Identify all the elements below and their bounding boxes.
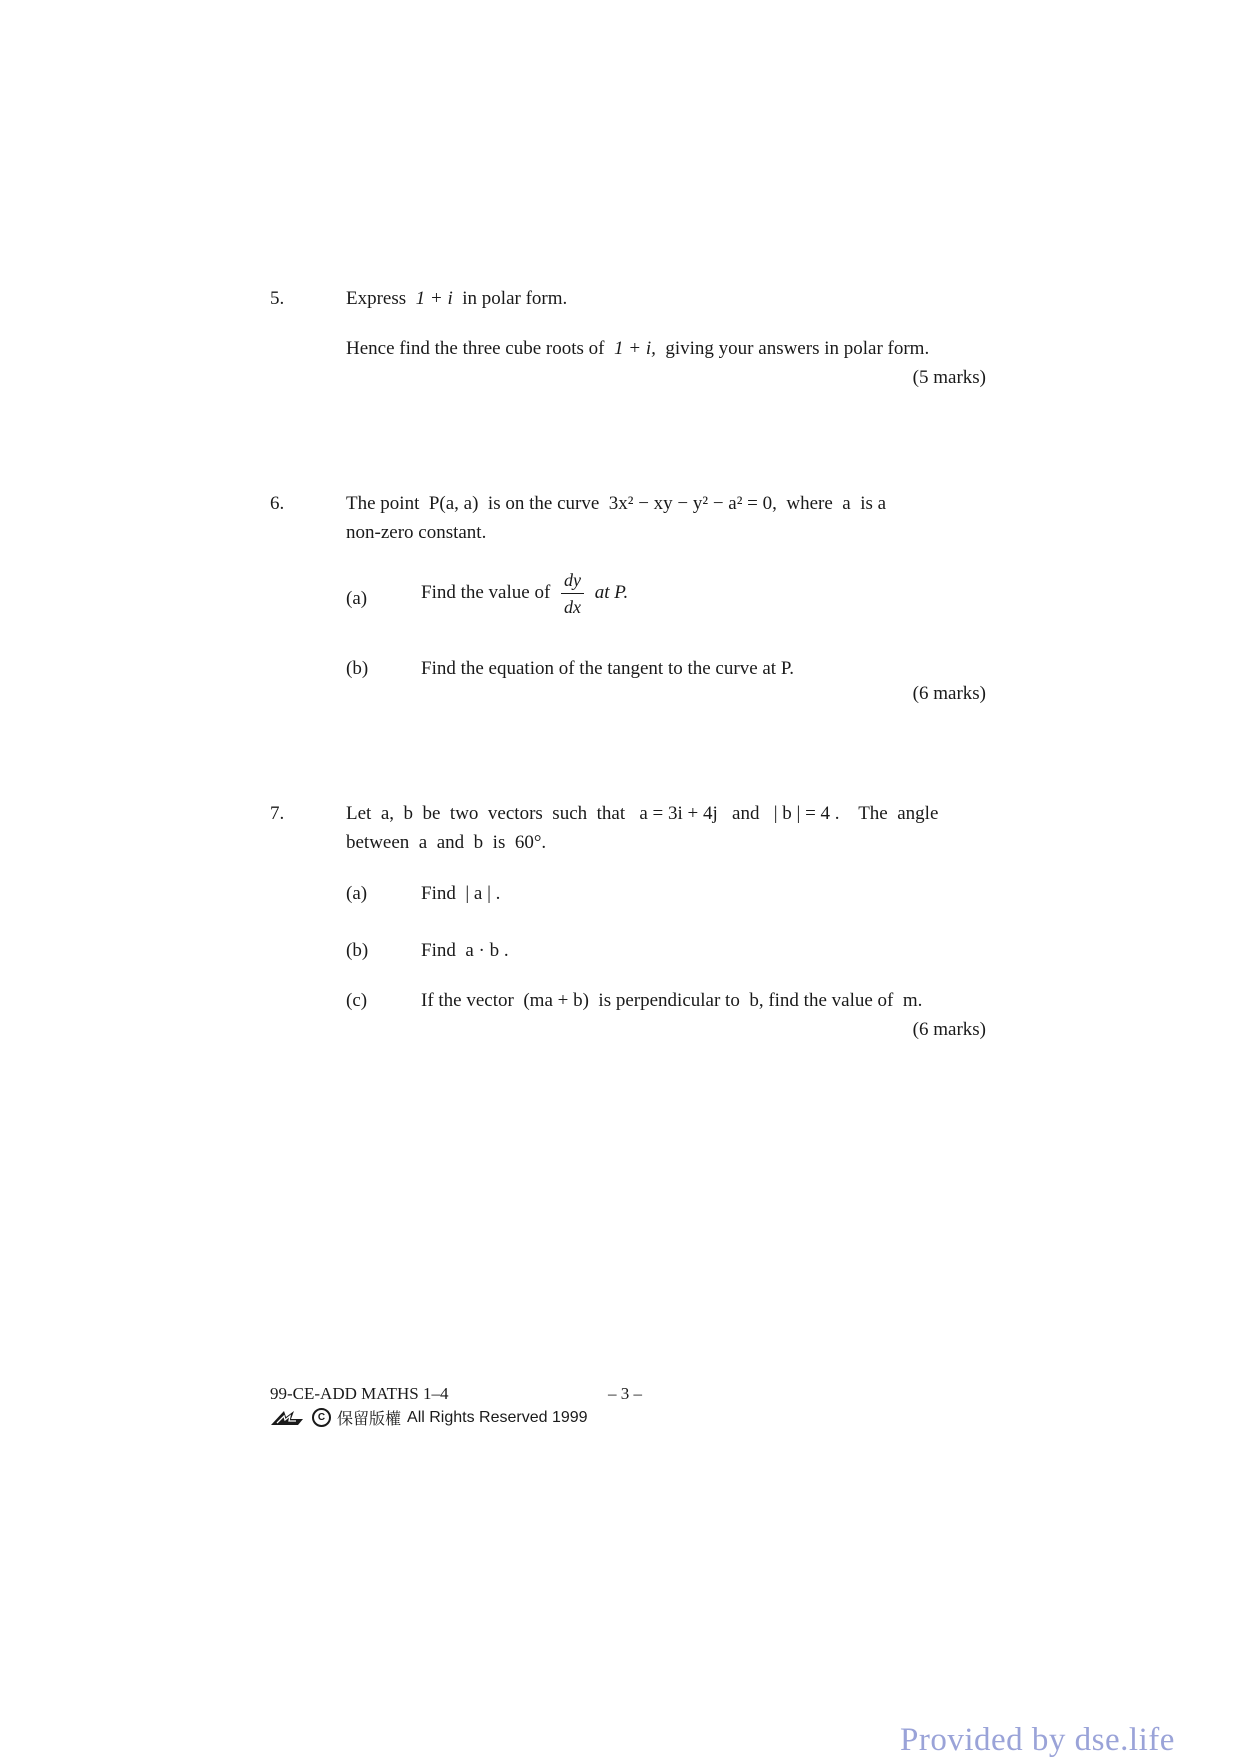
watermark: Provided by dse.life (900, 1722, 1175, 1758)
question-text: Let a, b be two vectors such that a = 3i + 4j and | b | = 4 . The angle (346, 803, 939, 824)
part-text: Find the value of $\frac{dy}{dx}$ at P. (421, 568, 628, 620)
part-label: (a) (346, 883, 368, 904)
part-text: If the vector (ma + b) is perpendicular to b, find the value of m. (421, 990, 923, 1011)
rights-text: All Rights Reserved 1999 (407, 1408, 588, 1426)
hkeaa-logo-icon (270, 1409, 306, 1427)
marks: (6 marks) (912, 1019, 986, 1040)
part-label: (b) (346, 658, 369, 679)
part-label: (c) (346, 990, 368, 1011)
part-text: Find a · b . (421, 940, 509, 961)
part-text: Find | a | . (421, 883, 501, 904)
derivative-fraction: $\frac{dy}{dx}$ (561, 568, 584, 620)
question-text: Hence find the three cube roots of 1 + i, giving your answers in polar form. (346, 338, 930, 359)
copyright-line (270, 1406, 588, 1429)
question-text: non-zero constant. (346, 522, 487, 543)
question-number: 7. (270, 803, 285, 824)
part-label: (a) (346, 588, 368, 609)
marks: (6 marks) (912, 683, 986, 704)
copyright-icon: C (312, 1408, 331, 1427)
marks: (5 marks) (912, 367, 986, 388)
paper-code: 99-CE-ADD MATHS 1–4 (270, 1384, 449, 1403)
question-text: Express 1 + i in polar form. (346, 288, 568, 309)
part-text: Find the equation of the tangent to the curve at P. (421, 658, 795, 679)
part-label: (b) (346, 940, 369, 961)
page-number: – 3 – (608, 1384, 642, 1403)
rights-chinese: 保留版權 (337, 1411, 402, 1428)
question-text: between a and b is 60°. (346, 832, 547, 853)
question-number: 5. (270, 288, 285, 309)
question-text: The point P(a, a) is on the curve 3x² − xy − y² − a² = 0, where a is a (346, 493, 887, 514)
question-number: 6. (270, 493, 285, 514)
